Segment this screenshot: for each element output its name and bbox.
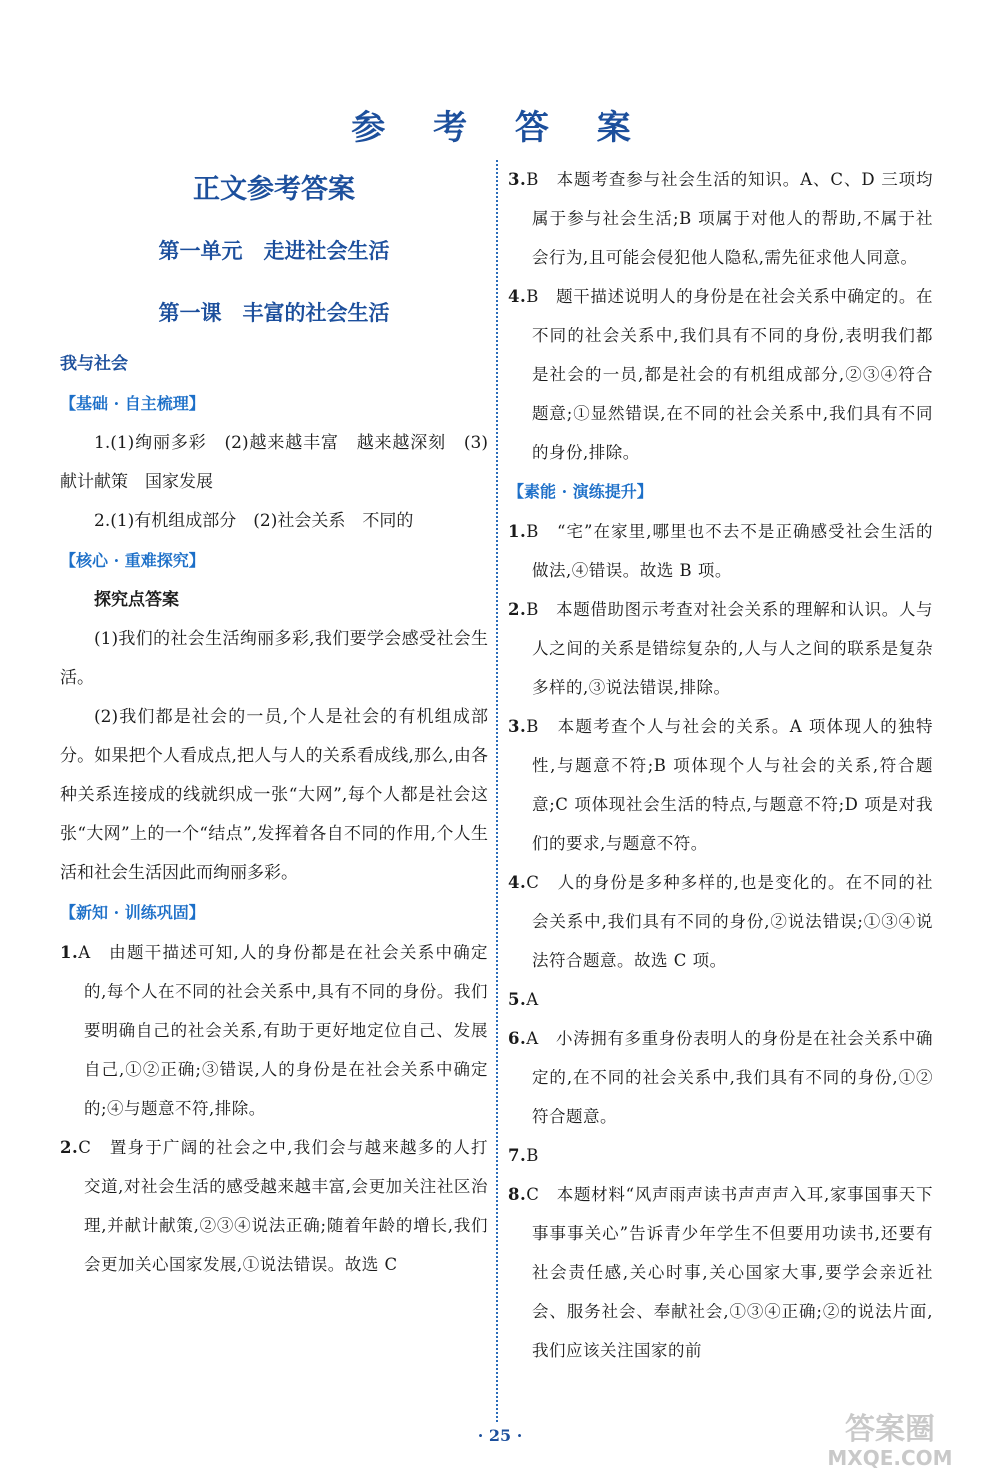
right-column (508, 160, 933, 1370)
basic-answer-1: 1.(1)绚丽多彩 (2)越来越丰富 越来越深刻 (3)献计献策 国家发展 (60, 433, 488, 492)
question-item: 8.C 本题材料“风声雨声读书声声声入耳,家事国事天下事事事关心”告诉青少年学生不但要用功读书,还要有社会责任感,关心时事,关心国家大事,要学会亲近社会、服务社会、奉献社会,①③④正确;②的说法片面,我们应该关注国家的前 (508, 1185, 933, 1360)
question-item: 1.B “宅”在家里,哪里也不去不是正确感受社会生活的做法,④错误。故选 B 项。 (508, 522, 933, 580)
question-item: 2.C 置身于广阔的社会之中,我们会与越来越多的人打交道,对社会生活的感受越来越丰富,会更加关注社区治理,并献计献策,②③④说法正确;随着年龄的增长,我们会更加关心国家发展,①说法错误。故选 C (60, 1138, 488, 1274)
left-column (60, 160, 488, 1284)
question-item: 1.A 由题干描述可知,人的身份都是在社会关系中确定的,每个人在不同的社会关系中,具有不同的身份。我们要明确自己的社会关系,有助于更好地定位自己、发展自己,①②正确;③错误,人的身份是在社会关系中确定的;④与题意不符,排除。 (60, 943, 488, 1118)
unit-title: 第一单元 走进社会生活 (158, 238, 390, 263)
basic-answer-2: 2.(1)有机组成部分 (2)社会关系 不同的 (94, 511, 414, 531)
question-item: 4.B 题干描述说明人的身份是在社会关系中确定的。在不同的社会关系中,我们具有不同的身份,表明我们都是社会的一员,都是社会的有机组成部分,②③④符合题意;①显然错误,在不同的社会关系中,我们具有不同的身份,排除。 (508, 287, 933, 462)
svg-text:答案圈: 答案圈 (845, 1412, 935, 1447)
section-title: 正文参考答案 (193, 174, 355, 205)
question-item: 3.B 本题考查参与社会生活的知识。A、C、D 三项均属于参与社会生活;B 项属于对他人的帮助,不属于社会行为,且可能会侵犯他人隐私,需先征求他人同意。 (508, 170, 933, 267)
question-item: 7.B (508, 1146, 539, 1165)
tag-new: 【新知 · 训练巩固】 (60, 903, 205, 922)
subhead: 我与社会 (60, 354, 128, 374)
page-title: 参 考 答 案 (351, 108, 649, 148)
question-item: 5.A (508, 990, 539, 1009)
column-divider (496, 160, 498, 1422)
question-item: 6.A 小涛拥有多重身份表明人的身份是在社会关系中确定的,在不同的社会关系中,我们具有不同的身份,①②符合题意。 (508, 1029, 933, 1126)
explore-heading: 探究点答案 (94, 590, 179, 610)
question-item: 4.C 人的身份是多种多样的,也是变化的。在不同的社会关系中,我们具有不同的身份,②说法错误;①③④说法符合题意。故选 C 项。 (508, 873, 933, 970)
question-item: 3.B 本题考查个人与社会的关系。A 项体现人的独特性,与题意不符;B 项体现个人与社会的关系,符合题意;C 项体现社会生活的特点,与题意不符;D 项是对我们的要求,与题意不符。 (508, 717, 933, 853)
svg-text:MXQE.COM: MXQE.COM (827, 1446, 953, 1470)
tag-ability: 【素能 · 演练提升】 (508, 482, 653, 501)
watermark-logo (790, 1403, 990, 1473)
tag-core: 【核心 · 重难探究】 (60, 551, 205, 570)
explore-answer-1: (1)我们的社会生活绚丽多彩,我们要学会感受社会生活。 (60, 629, 488, 688)
tag-basic: 【基础 · 自主梳理】 (60, 394, 205, 413)
lesson-title: 第一课 丰富的社会生活 (158, 300, 390, 325)
question-item: 2.B 本题借助图示考查对社会关系的理解和认识。人与人之间的关系是错综复杂的,人与人之间的联系是复杂多样的,③说法错误,排除。 (508, 600, 933, 697)
explore-answer-2: (2)我们都是社会的一员,个人是社会的有机组成部分。如果把个人看成点,把人与人的关系看成线,那么,由各种关系连接成的线就织成一张“大网”,每个人都是社会这张“大网”上的一个“结点”,发挥着各自不同的作用,个人生活和社会生活因此而绚丽多彩。 (60, 707, 488, 883)
page-number: · 25 · (477, 1426, 523, 1445)
